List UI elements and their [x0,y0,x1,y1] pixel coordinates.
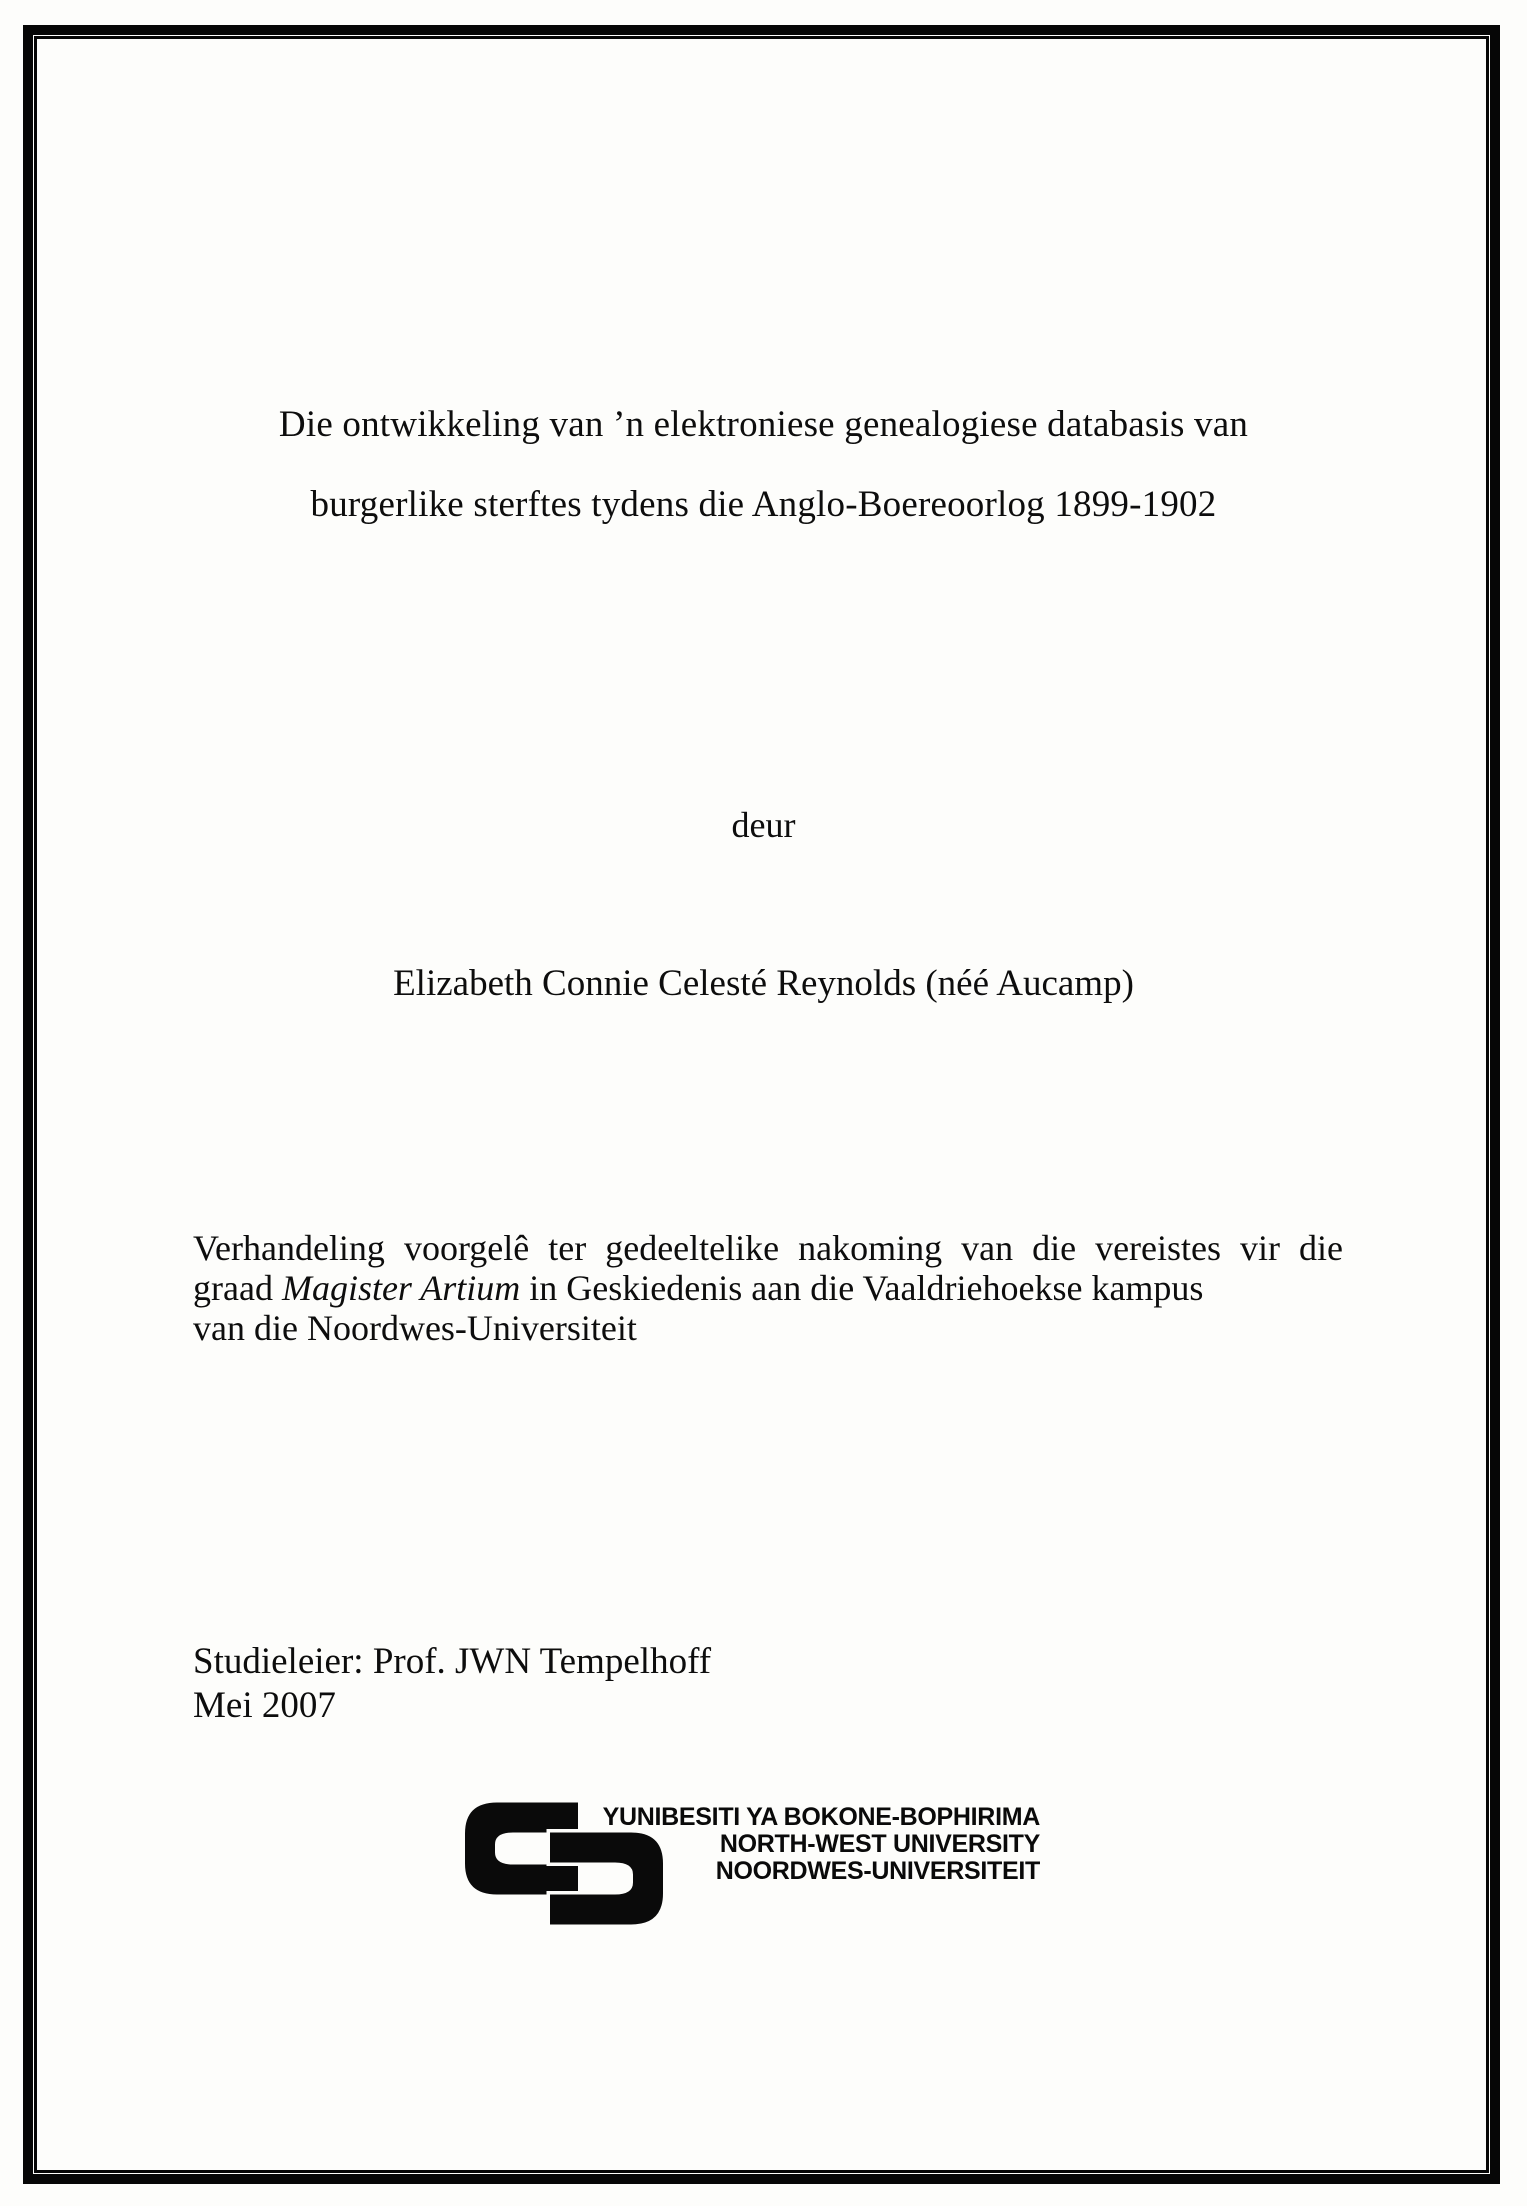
degree-statement-line2-prefix: graad [193,1268,282,1308]
degree-statement-line2-suffix: in Geskiedenis aan die Vaaldriehoekse kampus [520,1268,1204,1308]
degree-statement [193,1228,1343,1348]
university-name-english: NORTH-WEST UNIVERSITY [719,1830,1040,1858]
date-line: Mei 2007 [193,1685,336,1726]
author-name: Elizabeth Connie Celesté Reynolds (néé Aucamp) [393,963,1134,1004]
university-name-afrikaans: NOORDWES-UNIVERSITEIT [715,1857,1040,1885]
degree-statement-line1: Verhandeling voorgelê ter gedeeltelike nakoming van die vereistes vir die [193,1228,1343,1268]
university-name-setswana: YUNIBESITI YA BOKONE-BOPHIRIMA [602,1803,1040,1831]
byline-label: deur [731,805,796,845]
supervisor-line: Studieleier: Prof. JWN Tempelhoff [193,1641,712,1682]
thesis-title [190,385,1337,545]
thesis-title-line2: burgerlike sterftes tydens die Anglo-Boereoorlog 1899-1902 [310,484,1217,525]
degree-name: Magister Artium [281,1268,521,1308]
thesis-title-line1: Die ontwikkeling van ’n elektroniese genealogiese databasis van [278,404,1249,445]
supervisor-block [193,1640,711,1728]
university-name-block [540,1804,1040,1885]
degree-statement-line2 [193,1268,1343,1308]
degree-statement-line3: van die Noordwes-Universiteit [193,1308,637,1348]
